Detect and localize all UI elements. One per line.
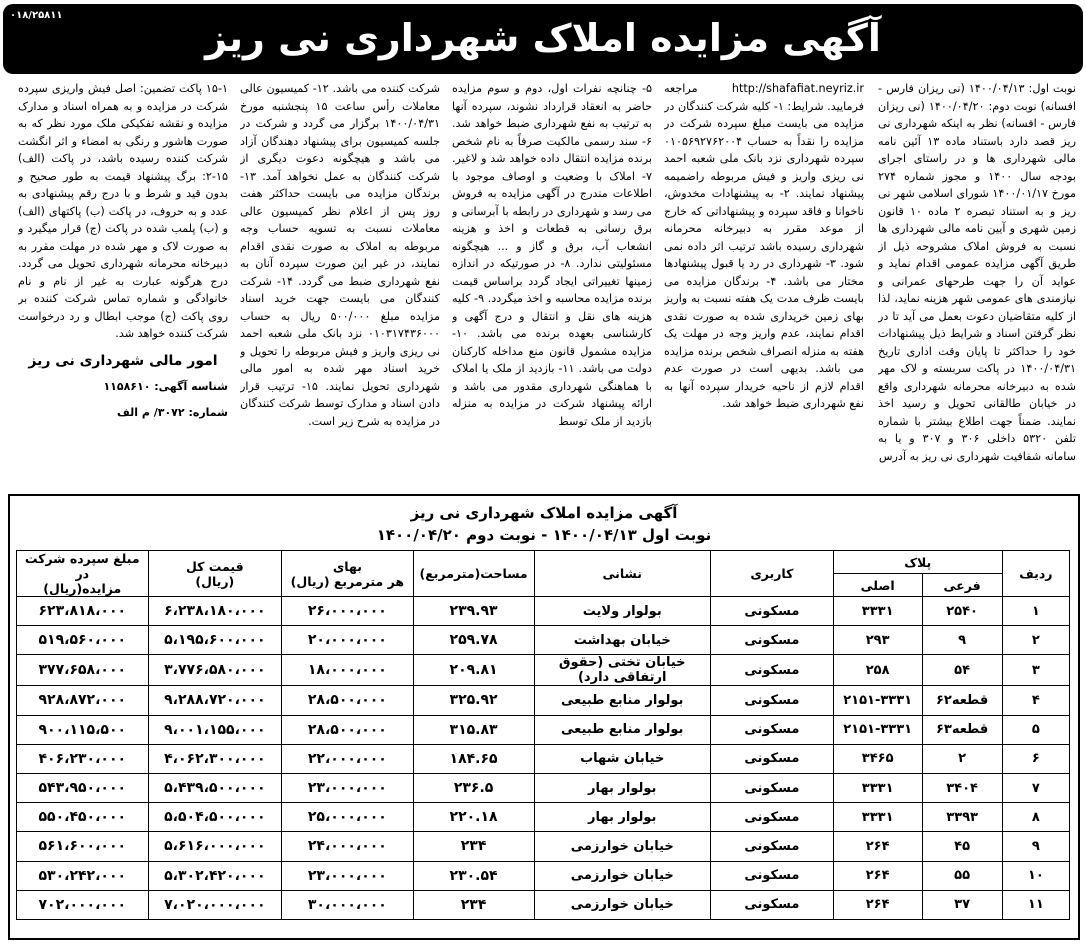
text-column-5 (18, 80, 228, 480)
cell-usage: مسکونی (710, 655, 833, 686)
cell-asli: ۳۴۶۵ (833, 744, 922, 773)
cell-deposit: ۵۶۱،۶۰۰،۰۰۰ (17, 832, 149, 861)
cell-n: ۶ (1002, 744, 1069, 773)
cell-total: ۹،۲۸۸،۷۲۰،۰۰۰ (148, 686, 282, 715)
cell-deposit: ۶۲۳،۸۱۸،۰۰۰ (17, 597, 149, 626)
cell-fari: ۳۷ (922, 890, 1002, 919)
cell-area: ۲۳۹.۹۳ (413, 597, 534, 626)
table-row (17, 686, 1070, 715)
cell-unit: ۱۸،۰۰۰،۰۰۰ (282, 655, 413, 686)
cell-area: ۲۰۹.۸۱ (413, 655, 534, 686)
text-column-1 (878, 80, 1076, 480)
text-column-3 (452, 80, 652, 480)
column-3-text: ۵- چنانچه نفرات اول، دوم و سوم مزایده حاضر به انعقاد قرارداد نشوند، سپرده آنها به ترتیب به نفع شهرداری ضبط خواهد شد. ۶- سند رسمی مالکیت صرفاً به نام شخص برنده مزایده انتقال داده خواهد شد و لاغیر. ۷- املاک با وضعیت و اوصاف موجود با اطلاعات مندرج در آگهی مزایده به فروش می رسد و شهرداری در رابطه با آبرسانی و برق رسانی به قطعات و اخذ و هزینه انشعاب آب، برق و گاز و ... هیچگونه مسئولیتی ندارد. ۸- در صورتیکه در اندازه زمینها تغییراتی ایجاد گردد براساس قیمت برنده مزایده محاسبه و اخذ میگردد. ۹- کلیه هزینه های نقل و انتقال و درج آگهی و کارشناسی بعهده برنده می باشد. ۱۰- مزایده مشمول قانون منع مداخله کارکنان دولت می باشد. ۱۱- بازدید از ملک یا املاک با هماهنگی شهرداری مقدور می باشد و ارائه پیشنهاد شرکت در مزایده به منزله بازدید از ملک توسط (452, 82, 652, 428)
cell-n: ۱۱ (1002, 890, 1069, 919)
header-address: نشانی (534, 551, 710, 597)
text-column-4 (240, 80, 440, 480)
table-row (17, 597, 1070, 626)
cell-address: خیابان خوارزمی (534, 832, 710, 861)
cell-total: ۷،۰۲۰،۰۰۰،۰۰۰ (148, 890, 282, 919)
table-row (17, 715, 1070, 744)
cell-address: خیابان بهداشت (534, 626, 710, 655)
cell-unit: ۲۸،۵۰۰،۰۰۰ (282, 715, 413, 744)
cell-n: ۱۰ (1002, 861, 1069, 890)
header-unit-price: بهای هر مترمربع (ریال) (282, 551, 413, 597)
cell-n: ۱ (1002, 597, 1069, 626)
cell-address: خیابان شهاب (534, 744, 710, 773)
cell-asli: ۲۹۳ (833, 626, 922, 655)
header-row-number: ردیف (1002, 551, 1069, 597)
cell-fari: ۵۵ (922, 861, 1002, 890)
title-banner (3, 4, 1083, 74)
cell-deposit: ۵۱۹،۵۶۰،۰۰۰ (17, 626, 149, 655)
table-row (17, 890, 1070, 919)
auction-table (16, 550, 1070, 920)
cell-address: خیابان تختی (حقوق ارتفاقی دارد) (534, 655, 710, 686)
cell-usage: مسکونی (710, 686, 833, 715)
cell-total: ۳،۷۷۶،۵۸۰،۰۰۰ (148, 655, 282, 686)
table-row (17, 861, 1070, 890)
cell-address: بولوار ولایت (534, 597, 710, 626)
header-total: قیمت کل (ریال) (148, 551, 282, 597)
page-title: آگهی مزایده املاک شهرداری نی ریز (205, 16, 881, 60)
cell-unit: ۲۸،۵۰۰،۰۰۰ (282, 686, 413, 715)
header-deposit: مبلغ سپرده شرکت در مزایده(ریال) (17, 551, 149, 597)
cell-deposit: ۳۷۷،۶۵۸،۰۰۰ (17, 655, 149, 686)
cell-usage: مسکونی (710, 715, 833, 744)
cell-unit: ۳۰،۰۰۰،۰۰۰ (282, 890, 413, 919)
cell-deposit: ۵۳۰،۲۴۲،۰۰۰ (17, 861, 149, 890)
cell-n: ۵ (1002, 715, 1069, 744)
ad-code: شناسه آگهی: ۱۱۵۸۶۱۰ (103, 380, 228, 393)
signature: امور مالی شهرداری نی ریز (28, 352, 218, 369)
table-subtitle: نوبت اول ۱۴۰۰/۰۴/۱۳ - نوبت دوم ۱۴۰۰/۰۴/۲۰ (376, 526, 712, 544)
table-row (17, 744, 1070, 773)
cell-total: ۶،۲۳۸،۱۸۰،۰۰۰ (148, 597, 282, 626)
cell-usage: مسکونی (710, 597, 833, 626)
header-usage: کاربری (710, 551, 833, 597)
cell-usage: مسکونی (710, 744, 833, 773)
cell-fari: قطعه۶۳ (922, 715, 1002, 744)
cell-deposit: ۵۵۰،۴۵۰،۰۰۰ (17, 803, 149, 832)
cell-fari: ۴۵ (922, 832, 1002, 861)
ad-id: ۰۱۸/۲۵۸۱۱ (10, 10, 63, 21)
table-row (17, 803, 1070, 832)
cell-deposit: ۵۴۳،۹۵۰،۰۰۰ (17, 773, 149, 802)
cell-n: ۲ (1002, 626, 1069, 655)
cell-total: ۵،۴۳۹،۵۰۰،۰۰۰ (148, 773, 282, 802)
cell-unit: ۲۰،۰۰۰،۰۰۰ (282, 626, 413, 655)
cell-usage: مسکونی (710, 890, 833, 919)
ref-number: شماره: ۳۰۷۲/ م الف (117, 405, 228, 419)
cell-total: ۵،۳۰۲،۴۲۰،۰۰۰ (148, 861, 282, 890)
cell-address: خیابان خوارزمی (534, 861, 710, 890)
cell-total: ۵،۶۱۶،۰۰۰،۰۰۰ (148, 832, 282, 861)
cell-unit: ۲۵،۰۰۰،۰۰۰ (282, 803, 413, 832)
header-asli: اصلی (833, 574, 922, 597)
column-1-text: نوبت اول: ۱۴۰۰/۰۴/۱۳ (نی ریزان فارس - افسانه) نوبت دوم: ۱۴۰۰/۰۴/۲۰ (نی ریزان فارس - افسانه) نظر به اینکه شهرداری نی ریز قصد دارد باستناد ماده ۱۳ آئین نامه مالی شهرداری ها و در راستای اجرای بودجه سال ۱۴۰۰ و مجوز شماره ۲۷۴ مورخ ۱۴۰۰/۰۱/۱۷ شورای اسلامی شهر نی ریز و به استناد تبصره ۲ ماده ۱۰ قانون زمین شهری و آیین نامه مالی شهرداری ها نسبت به فروش املاک مشروحه ذیل از طریق آگهی مزایده عمومی اقدام نماید و عواید آن را جهت طرحهای عمرانی و نیازمندی های عمومی شهر هزینه نماید، لذا از کلیه متقاضیان دعوت بعمل می آید تا در نظر گرفتن اسناد و شرایط ذیل پیشنهادات خود را حداکثر تا پایان وقت اداری تاریخ ۱۴۰۰/۰۴/۳۱ در پاکت سربسته و لاک مهر شده به دبیرخانه محرمانه شهرداری واقع در خیابان طالقانی تحویل و رسید اخذ نمایند. ضمناً جهت اطلاع بیشتر با شماره تلفن ۵۳۲۰ داخلی ۳۰۶ و ۳۰۷ و یا به سامانه شفافیت شهرداری نی ریز به آدرس (878, 82, 1076, 463)
cell-area: ۲۳۴ (413, 832, 534, 861)
cell-usage: مسکونی (710, 773, 833, 802)
cell-asli: ۳۳۳۱ (833, 803, 922, 832)
cell-unit: ۲۴،۰۰۰،۰۰۰ (282, 832, 413, 861)
cell-total: ۴،۰۶۲،۳۰۰،۰۰۰ (148, 744, 282, 773)
cell-unit: ۲۲،۰۰۰،۰۰۰ (282, 744, 413, 773)
cell-area: ۲۵۹.۷۸ (413, 626, 534, 655)
cell-asli: ۲۶۴ (833, 890, 922, 919)
cell-deposit: ۹۲۸،۸۷۲،۰۰۰ (17, 686, 149, 715)
cell-asli: ۲۶۴ (833, 832, 922, 861)
cell-area: ۲۳۶.۵ (413, 773, 534, 802)
cell-n: ۳ (1002, 655, 1069, 686)
cell-total: ۹،۰۰۱،۱۵۵،۰۰۰ (148, 715, 282, 744)
cell-n: ۹ (1002, 832, 1069, 861)
table-row (17, 773, 1070, 802)
header-area: مساحت(مترمربع) (413, 551, 534, 597)
cell-fari: ۹ (922, 626, 1002, 655)
cell-area: ۳۱۵.۸۳ (413, 715, 534, 744)
cell-address: خیابان خوارزمی (534, 890, 710, 919)
auction-table-box (8, 494, 1080, 940)
table-body (17, 597, 1070, 920)
announcement-body (10, 80, 1076, 488)
cell-area: ۲۲۰.۱۸ (413, 803, 534, 832)
cell-deposit: ۷۰۲،۰۰۰،۰۰۰ (17, 890, 149, 919)
column-5-text: ۱۵-۱ پاکت تضمین: اصل فیش واریزی سپرده شرکت در مزایده و به همراه اسناد و مدارک مزایده و نقشه تفکیکی ملک مورد نظر که به صورت هاشور و رنگی به امضاء و اثر انگشت شرکت کننده رسیده باشد، در پاکت (الف) ۱۵-۲: برگ پیشنهاد قیمت به طور صحیح و بدون قید و شرط و با درج رقم پیشنهادی به عدد و به حروف، در پاکت (ب) پاکتهای (الف) و (ب) پلمب شده در پاکت (ج) قرار میگیرد و به صورت لاک و مهر شده در مهلت مقرر به دبیرخانه محرمانه شهرداری تحویل می گردد. درج هرگونه عبارت به غیر از نام و نام خانوادگی و شماره تماس شرکت کننده بر روی پاکت (ج) موجب ابطال و رد درخواست شرکت کننده خواهد شد. (18, 82, 228, 340)
cell-address: بولوار بهار (534, 803, 710, 832)
text-column-2 (664, 80, 864, 480)
cell-address: بولوار منابع طبیعی (534, 686, 710, 715)
table-title: آگهی مزایده املاک شهرداری نی ریز (410, 504, 678, 522)
cell-asli: ۳۳۳۱ (833, 597, 922, 626)
cell-fari: ۳۴۰۴ (922, 773, 1002, 802)
table-row (17, 832, 1070, 861)
column-2-text: http://shafafiat.neyriz.ir مراجعه فرمایید. شرایط: ۱- کلیه شرکت کنندگان در مزایده می بایست مبلغ سپرده شرکت در مزایده را نقداً به حساب ۰۱۰۵۶۹۲۷۶۲۰۰۴ سپرده شهرداری نزد بانک ملی شعبه احمد نی ریزی واریز و فیش مربوطه راضمیمه پیشنهاد نمایند. ۲- به پیشنهادات مخدوش، ناخوانا و فاقد سپرده و پیشنهاداتی که خارج از موعد مقرر به دبیرخانه محرمانه شهرداری رسیده باشد ترتیب اثر داده نمی شود. ۳- شهرداری در رد یا قبول پیشنهادها مختار می باشد. ۴- برندگان مزایده می بایست ظرف مدت یک هفته نسبت به واریز بهای زمین خریداری شده به صورت نقدی اقدام نمایند، عدم واریز وجه در مهلت یک هفته به منزله انصراف شخص برنده مزایده می باشد. بدیهی است در صورت عدم اقدام لازم از ناحیه خریدار سپرده آنها به نفع شهرداری ضبط خواهد شد. (664, 82, 864, 410)
cell-n: ۴ (1002, 686, 1069, 715)
cell-asli: ۲۶۴ (833, 861, 922, 890)
cell-fari: ۲۵۴۰ (922, 597, 1002, 626)
cell-total: ۵،۱۹۵،۶۰۰،۰۰۰ (148, 626, 282, 655)
column-4-text: شرکت کننده می باشد. ۱۲- کمیسیون عالی معاملات رأس ساعت ۱۵ پنجشنبه مورخ ۱۴۰۰/۰۴/۳۱ برگزار می گردد و شرکت در جلسه کمیسیون برای پیشنهاد دهندگان آزاد می باشد و هیچگونه دعوت دیگری از شرکت کنندگان به عمل نخواهد آمد. ۱۳- برندگان مزایده می بایست حداکثر هفت روز پس از اعلام نظر کمیسیون عالی معاملات نسبت به تسویه حساب وجه مربوطه به املاک به صورت نقدی اقدام نمایند، در غیر این صورت سپرده آنان به نفع شهرداری ضبط می گردد. ۱۴- شرکت کنندگان می بایست جهت خرید اسناد مزایده مبلغ ۵۰۰/۰۰۰ ریال به حساب ۰۱۰۳۱۷۴۳۶۰۰۰ نزد بانک ملی شعبه احمد نی ریزی واریز و فیش مربوطه را تحویل و خرید اسناد مهر شده به امور مالی شهرداری تحویل نمایند. ۱۵- ترتیب قرار دادن اسناد و مدارک توسط شرکت کنندگان در مزایده به شرح زیر است. (240, 82, 440, 428)
cell-usage: مسکونی (710, 832, 833, 861)
header-fari: فرعی (922, 574, 1002, 597)
header-plak: پلاک (833, 551, 1002, 574)
table-row (17, 626, 1070, 655)
cell-total: ۵،۵۰۴،۵۰۰،۰۰۰ (148, 803, 282, 832)
cell-area: ۱۸۴.۶۵ (413, 744, 534, 773)
cell-address: بولوار بهار (534, 773, 710, 802)
cell-fari: ۵۴ (922, 655, 1002, 686)
cell-area: ۲۳۰.۵۴ (413, 861, 534, 890)
cell-usage: مسکونی (710, 803, 833, 832)
cell-address: بولوار منابع طبیعی (534, 715, 710, 744)
cell-area: ۳۲۵.۹۲ (413, 686, 534, 715)
cell-asli: ۲۱۵۱-۳۳۳۱ (833, 686, 922, 715)
cell-fari: قطعه۶۲ (922, 686, 1002, 715)
cell-asli: ۲۱۵۱-۳۳۳۱ (833, 715, 922, 744)
cell-usage: مسکونی (710, 861, 833, 890)
cell-unit: ۲۳،۰۰۰،۰۰۰ (282, 861, 413, 890)
cell-deposit: ۴۰۶،۲۳۰،۰۰۰ (17, 744, 149, 773)
cell-fari: ۲ (922, 744, 1002, 773)
cell-deposit: ۹۰۰،۱۱۵،۵۰۰ (17, 715, 149, 744)
cell-n: ۷ (1002, 773, 1069, 802)
cell-fari: ۳۳۹۳ (922, 803, 1002, 832)
table-row (17, 655, 1070, 686)
cell-usage: مسکونی (710, 626, 833, 655)
cell-n: ۸ (1002, 803, 1069, 832)
cell-area: ۲۳۴ (413, 890, 534, 919)
cell-unit: ۲۶،۰۰۰،۰۰۰ (282, 597, 413, 626)
cell-unit: ۲۳،۰۰۰،۰۰۰ (282, 773, 413, 802)
cell-asli: ۳۳۳۱ (833, 773, 922, 802)
cell-asli: ۲۵۸ (833, 655, 922, 686)
